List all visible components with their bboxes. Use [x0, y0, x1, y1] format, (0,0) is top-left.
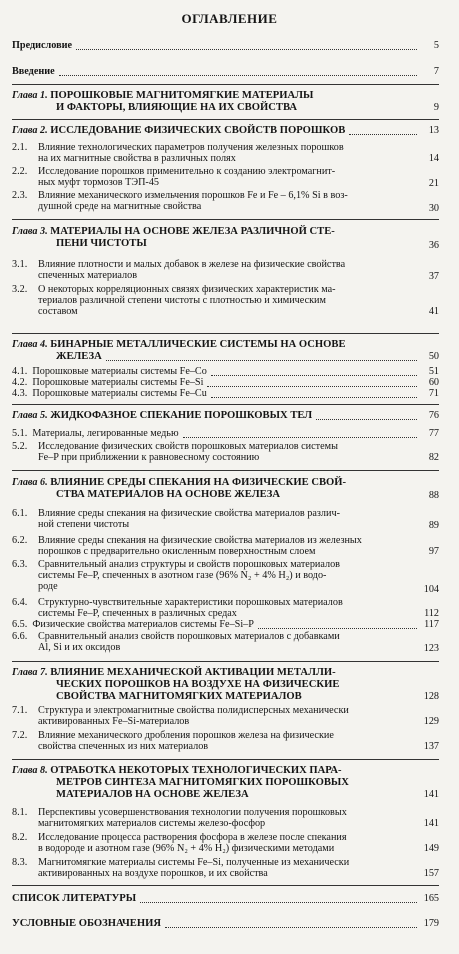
- leader-dots: [211, 369, 417, 376]
- chapter-label: Глава 7.: [12, 667, 48, 678]
- section-title-line: Сравнительный анализ свойств порошковых материалов с добавками: [38, 631, 340, 642]
- chapter-7-title: [12, 667, 336, 679]
- section-number: 6.6.: [12, 631, 28, 642]
- chapter-title-line: СТВА МАТЕРИАЛОВ НА ОСНОВЕ ЖЕЛЕЗА: [56, 489, 281, 500]
- chapter-3-title: [12, 226, 335, 238]
- entry-page: 137: [423, 741, 439, 752]
- chapter-5-title: [12, 410, 439, 422]
- section-title-line: Влияние механического измельчения порошков Fe и Fe – 6,1% Si в воз-: [38, 190, 348, 201]
- divider: [12, 333, 439, 334]
- leader-dots: [349, 128, 417, 135]
- divider: [12, 885, 439, 886]
- entry-page: 157: [423, 868, 439, 879]
- entry-page: 50: [428, 351, 439, 362]
- toc-entry-preface: [12, 40, 439, 52]
- section-title-line: Материалы, легированные медью: [32, 428, 179, 439]
- section-number: 2.3.: [12, 190, 28, 201]
- entry-page: 41: [428, 306, 439, 317]
- leader-dots: [106, 354, 417, 361]
- toc-entry-intro: [12, 66, 439, 78]
- section-title-line: системы Fe–P, спеченных в азотном газе (96% N₂ + 4% H₂) и водо-: [38, 570, 327, 581]
- section-title-line: Al, Si и их оксидов: [38, 642, 121, 653]
- chapter-title-line: ПОРОШКОВЫЕ МАГНИТОМЯГКИЕ МАТЕРИАЛЫ: [50, 90, 314, 101]
- leader-dots: [258, 622, 417, 629]
- entry-page: 97: [428, 546, 439, 557]
- entry-page: 71: [428, 388, 439, 399]
- chapter-label: Глава 2.: [12, 125, 48, 136]
- entry-page: 13: [428, 125, 439, 136]
- section-title-line: на их магнитные свойства в различных полях: [38, 153, 236, 164]
- divider: [12, 661, 439, 662]
- leader-dots: [211, 391, 417, 398]
- section-title-line: магнитомягких материалов системы железо-фосфор: [38, 818, 266, 829]
- section-number: 5.1.: [12, 428, 28, 439]
- chapter-6-title: [12, 477, 346, 489]
- chapter-title-line: ЖИДКОФАЗНОЕ СПЕКАНИЕ ПОРОШКОВЫХ ТЕЛ: [50, 410, 313, 421]
- section-title-line: О некоторых корреляционных связях физических характеристик ма-: [38, 284, 336, 295]
- entry-page: 149: [423, 843, 439, 854]
- section-title-line: Порошковые материалы системы Fe–Co: [32, 366, 207, 377]
- entry-page: 5: [433, 40, 439, 51]
- entry-page: 21: [428, 178, 439, 189]
- section-number: 8.3.: [12, 857, 28, 868]
- chapter-1-title: [12, 90, 313, 102]
- chapter-label: Глава 1.: [12, 90, 48, 101]
- section-title-line: Исследование физических свойств порошковых материалов системы: [38, 441, 338, 452]
- section-number: 4.3.: [12, 388, 28, 399]
- chapter-label: Глава 5.: [12, 410, 48, 421]
- section-title-line: активированных на воздухе порошков, и их свойства: [38, 868, 268, 879]
- chapter-label: Глава 6.: [12, 477, 48, 488]
- section-number: 5.2.: [12, 441, 28, 452]
- divider: [12, 404, 439, 405]
- leader-dots: [316, 413, 417, 420]
- section-title-line: ных муфт тормозов ТЭП-45: [38, 177, 160, 188]
- chapter-title-line: МАТЕРИАЛОВ НА ОСНОВЕ ЖЕЛЕЗА: [56, 789, 249, 800]
- divider: [12, 84, 439, 85]
- entry-label: Предисловие: [12, 40, 72, 51]
- toc-entry-5-1: [12, 428, 439, 440]
- entry-page: 112: [424, 608, 439, 619]
- entry-page: 36: [428, 240, 439, 251]
- section-title-line: Влияние технологических параметров получения железных порошков: [38, 142, 344, 153]
- leader-dots: [165, 921, 417, 928]
- leader-dots: [59, 69, 417, 76]
- section-number: 6.1.: [12, 508, 28, 519]
- section-title-line: Влияние механического дробления порошков железа на физические: [38, 730, 334, 741]
- chapter-title-line: И ФАКТОРЫ, ВЛИЯЮЩИЕ НА ИХ СВОЙСТВА: [56, 102, 297, 113]
- leader-dots: [183, 431, 417, 438]
- section-number: 8.2.: [12, 832, 28, 843]
- entry-page: 14: [428, 153, 439, 164]
- section-title-line: Исследование процесса растворения фосфора в железе после спекания: [38, 832, 347, 843]
- entry-page: 117: [424, 619, 439, 630]
- toc-entry-4-3: [12, 388, 439, 400]
- chapter-4-title: [12, 339, 346, 351]
- section-title-line: Влияние среды спекания на физические свойства материалов из железных: [38, 535, 362, 546]
- page-title: ОГЛАВЛЕНИЕ: [181, 11, 278, 26]
- section-title-line: составом: [38, 306, 78, 317]
- divider: [12, 759, 439, 760]
- section-title-line: активированных Fe–Si-материалов: [38, 716, 190, 727]
- section-title-line: Сравнительный анализ структуры и свойств порошковых материалов: [38, 559, 340, 570]
- toc-entry-4-2: [12, 377, 439, 389]
- chapter-title-line: ОТРАБОТКА НЕКОТОРЫХ ТЕХНОЛОГИЧЕСКИХ ПАРА-: [50, 765, 342, 776]
- chapter-4-title-cont: [56, 351, 439, 363]
- chapter-title-line: СВОЙСТВА МАГНИТОМЯГКИХ МАТЕРИАЛОВ: [56, 691, 302, 702]
- section-title-line: душной среде на магнитные свойства: [38, 201, 202, 212]
- entry-label: УСЛОВНЫЕ ОБОЗНАЧЕНИЯ: [12, 918, 161, 929]
- entry-page: 51: [428, 366, 439, 377]
- section-number: 4.2.: [12, 377, 28, 388]
- section-number: 3.2.: [12, 284, 28, 295]
- section-title-line: Порошковые материалы системы Fe–Si: [32, 377, 204, 388]
- entry-page: 77: [428, 428, 439, 439]
- entry-page: 82: [428, 452, 439, 463]
- section-number: 7.1.: [12, 705, 28, 716]
- entry-page: 165: [423, 893, 439, 904]
- entry-page: 76: [428, 410, 439, 421]
- section-title-line: порошков с предварительно окисленным поверхностным слоем: [38, 546, 316, 557]
- section-number: 4.1.: [12, 366, 28, 377]
- section-title-line: Магнитомягкие материалы системы Fe–Si, полученные из механически: [38, 857, 350, 868]
- leader-dots: [140, 896, 417, 903]
- chapter-label: Глава 3.: [12, 226, 48, 237]
- section-title-line: Fe–P при приближении к равновесному состоянию: [38, 452, 260, 463]
- chapter-title-line: БИНАРНЫЕ МЕТАЛЛИЧЕСКИЕ СИСТЕМЫ НА ОСНОВЕ: [50, 339, 346, 350]
- chapter-8-title: [12, 765, 342, 777]
- section-title-line: ной степени чистоты: [38, 519, 130, 530]
- section-number: 6.5.: [12, 619, 28, 630]
- section-title-line: Влияние плотности и малых добавок в железе на физические свойства: [38, 259, 346, 270]
- chapter-title-line: ПЕНИ ЧИСТОТЫ: [56, 238, 147, 249]
- entry-page: 60: [428, 377, 439, 388]
- entry-label: Введение: [12, 66, 55, 77]
- section-title-line: спеченных материалов: [38, 270, 138, 281]
- section-number: 6.4.: [12, 597, 28, 608]
- section-title-line: териалов различной степени чистоты с плотностью и химическим: [38, 295, 326, 306]
- section-title-line: в водороде и азотном газе (96% N₂ + 4% H₂) физическими методами: [38, 843, 335, 854]
- toc-entry-symbols: [12, 918, 439, 930]
- chapter-title-line: ЖЕЛЕЗА: [56, 351, 102, 362]
- entry-page: 179: [423, 918, 439, 929]
- entry-page: 37: [428, 271, 439, 282]
- section-title-line: Порошковые материалы системы Fe–Cu: [32, 388, 207, 399]
- section-number: 6.3.: [12, 559, 28, 570]
- entry-page: 123: [423, 643, 439, 654]
- section-title-line: Перспективы усовершенствования технологии получения порошковых: [38, 807, 347, 818]
- section-number: 3.1.: [12, 259, 28, 270]
- section-title-line: системы Fe–P, спеченных в различных средах: [38, 608, 237, 619]
- chapter-title-line: ВЛИЯНИЕ СРЕДЫ СПЕКАНИЯ НА ФИЗИЧЕСКИЕ СВОЙ-: [50, 477, 347, 488]
- entry-page: 89: [428, 520, 439, 531]
- chapter-title-line: ИССЛЕДОВАНИЕ ФИЗИЧЕСКИХ СВОЙСТВ ПОРОШКОВ: [50, 125, 346, 136]
- entry-page: 104: [423, 584, 439, 595]
- section-title-line: Структурно-чувствительные характеристики порошковых материалов: [38, 597, 343, 608]
- toc-entry-6-5: [12, 619, 439, 631]
- entry-page: 141: [423, 818, 439, 829]
- entry-page: 88: [428, 490, 439, 501]
- entry-page: 9: [433, 102, 439, 113]
- toc-entry-4-1: [12, 366, 439, 378]
- section-number: 8.1.: [12, 807, 28, 818]
- divider: [12, 119, 439, 120]
- entry-label: СПИСОК ЛИТЕРАТУРЫ: [12, 893, 137, 904]
- section-title-line: роде: [38, 581, 58, 592]
- section-number: 2.1.: [12, 142, 28, 153]
- entry-page: 129: [423, 716, 439, 727]
- toc-entry-references: [12, 893, 439, 905]
- chapter-title-line: ВЛИЯНИЕ МЕХАНИЧЕСКОЙ АКТИВАЦИИ МЕТАЛЛИ-: [50, 667, 336, 678]
- entry-page: 7: [433, 66, 439, 77]
- section-title-line: свойства спеченных из них материалов: [38, 741, 209, 752]
- section-number: 6.2.: [12, 535, 28, 546]
- leader-dots: [76, 43, 417, 50]
- chapter-label: Глава 8.: [12, 765, 48, 776]
- section-title-line: Исследование порошков применительно к созданию электромагнит-: [38, 166, 336, 177]
- section-title-line: Структура и электромагнитные свойства полидисперсных механически: [38, 705, 349, 716]
- divider: [12, 470, 439, 471]
- section-number: 2.2.: [12, 166, 28, 177]
- entry-page: 141: [423, 789, 439, 800]
- chapter-2-title: [12, 125, 439, 137]
- chapter-title-line: МАТЕРИАЛЫ НА ОСНОВЕ ЖЕЛЕЗА РАЗЛИЧНОЙ СТЕ-: [50, 226, 335, 237]
- section-title-line: Влияние среды спекания на физические свойства материалов различ-: [38, 508, 340, 519]
- entry-page: 128: [423, 691, 439, 702]
- divider: [12, 219, 439, 220]
- chapter-title-line: МЕТРОВ СИНТЕЗА МАГНИТОМЯГКИХ ПОРОШКОВЫХ: [56, 777, 349, 788]
- leader-dots: [207, 380, 417, 387]
- entry-page: 30: [428, 203, 439, 214]
- chapter-title-line: ЧЕСКИХ ПОРОШКОВ НА ВОЗДУХЕ НА ФИЗИЧЕСКИЕ: [56, 679, 340, 690]
- section-title-line: Физические свойства материалов системы Fe–Si–P: [32, 619, 254, 630]
- chapter-label: Глава 4.: [12, 339, 48, 350]
- section-number: 7.2.: [12, 730, 28, 741]
